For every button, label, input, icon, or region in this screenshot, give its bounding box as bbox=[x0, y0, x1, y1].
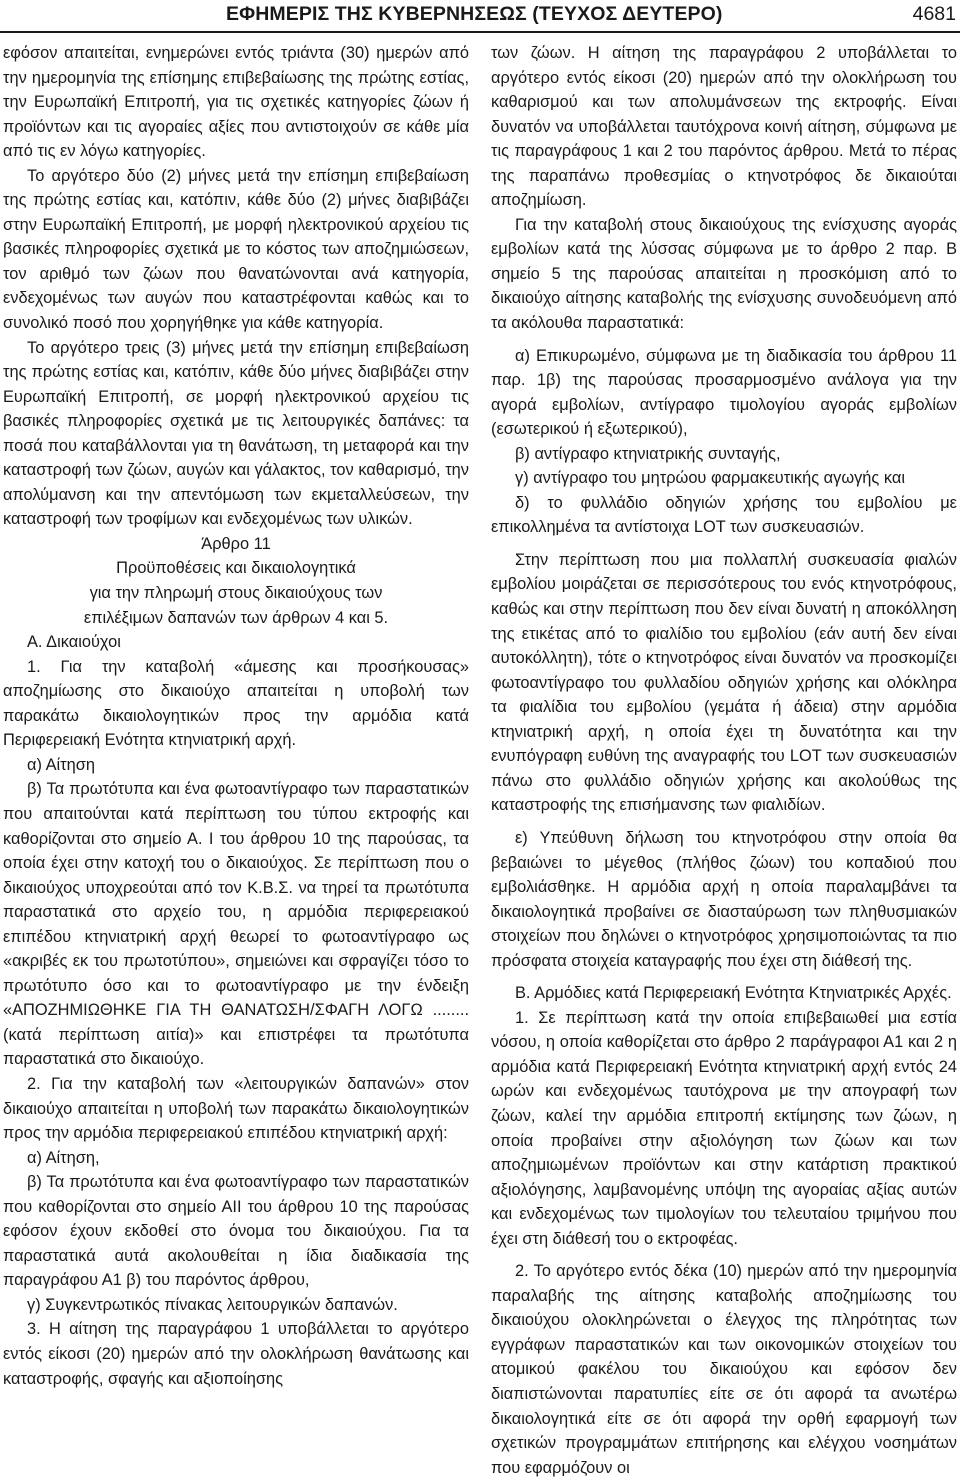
section-heading-beneficiaries: Α. Δικαιούχοι bbox=[27, 633, 121, 652]
article-title-line: επιλέξιμων δαπανών των άρθρων 4 και 5. bbox=[83, 608, 389, 627]
right-text-column bbox=[491, 41, 957, 1480]
paragraph: γ) Συγκεντρωτικός πίνακας λειτουργικών δαπανών. bbox=[27, 1295, 398, 1314]
paragraph: Το αργότερο δύο (2) μήνες μετά την επίσημη επιβεβαίωση της πρώτης εστίας και, κατόπιν, κάθε δύο (2) μήνες διαβιβάζει στην Ευρωπαϊκή Επιτροπή, με μορφή ηλεκτρονικού αρχείου τις βασικές πληροφορίες σχετικά με το κόστος των αποζημιώσεων, τον αριθμό των ζώων που θανατώνονται ανά κατηγορία, ενδεχομένως των αυγών που καταστρέφονται καθώς και το συνολικό ποσό που χορηγήθηκε για κάθε κατηγορία. bbox=[3, 166, 469, 333]
paragraph: β) Τα πρωτότυπα και ένα φωτοαντίγραφο των παραστατικών που απαιτούνται κατά περίπτωση του τύπου εκτροφής και καθορίζονται στο σημείο Α. I του άρθρου 10 της παρούσας, τα οποία έχει στην κατοχή του ο δικαιούχος. Σε περίπτωση που ο δικαιούχος υποχρεούται από τον Κ.Β.Σ. να τηρεί τα πρωτότυπα παραστατικά στο αρχείο του, η αρμόδια περιφερειακού επιπέδου κτηνιατρική αρχή θεωρεί το φωτοαντίγραφο ως «ακριβές εκ του πρωτοτύπου», σημειώνει και σφραγίζει τόσο το πρωτότυπο όσο και το φωτοαντίγραφο με την ένδειξη «ΑΠΟΖΗΜΙΩΘΗΚΕ ΓΙΑ ΤΗ ΘΑΝΑΤΩΣΗ/ΣΦΑΓΗ ΛΟΓΩ ........ (κατά περίπτωση αιτία)» και επιστρέφει τα πρωτότυπα παραστατικά στο δικαιούχο. bbox=[3, 780, 469, 1069]
paragraph: Το αργότερο τρεις (3) μήνες μετά την επίσημη επιβεβαίωση της πρώτης εστίας και, κατόπιν, κάθε δύο μήνες διαβιβάζει στην Ευρωπαϊκή Επιτροπή, σε μορφή ηλεκτρονικού αρχείου τις βασικές πληροφορίες σχετικά με τις λειτουργικές δαπάνες: τα ποσά που καταβάλλονται για τη θανάτωση, τη μεταφορά και την καταστροφή των ζώων, αυγών και γάλακτος, τον καθαρισμό, την απολύμανση και την απεντόμωση των εκμεταλλεύσεων, την καταστροφή των τροφίμων και ενδεχομένως των υλικών. bbox=[3, 338, 469, 529]
paragraph: γ) αντίγραφο του μητρώου φαρμακευτικής αγωγής και bbox=[515, 469, 905, 488]
paragraph: 1. Σε περίπτωση κατά την οποία επιβεβαιωθεί μια εστία νόσου, η οποία καθορίζεται στο άρθρο 2 παράγραφοι Α1 και 2 η αρμόδια κατά Περιφερειακή Ενότητα κτηνιατρική αρχή εντός 24 ωρών και ενδεχομένως ταυτόχρονα με την απογραφή των ζώων, καλεί την αρμόδια επιτροπή εκτίμησης των ζώων, η οποία προβαίνει στην αξιολόγηση των ζώων και των αποζημιωμένων προϊόντων και στην κατάρτιση πρακτικού αξιολόγησης, λαμβανομένης υπόψη της αγοραίας αξίας αυτών και ενδεχομένως των τιμολογίων του τελευταίου τριμήνου που έχει στη διάθεσή του ο εκτροφέας. bbox=[491, 1008, 957, 1248]
paragraph: ε) Υπεύθυνη δήλωση του κτηνοτρόφου στην οποία θα βεβαιώνει το μέγεθος (πλήθος ζώων) του κοπαδιού που εμβολιάσθηκε. Η αρμόδια αρχή η οποία παραλαμβάνει τα δικαιολογητικά προβαίνει σε διασταύρωση των πληθυσμιακών στοιχείων που δηλώνει ο κτηνοτρόφος χρησιμοποιώντας τα πιο πρόσφατα στοιχεία καταγραφής που έχει στη διάθεσή της. bbox=[491, 828, 957, 970]
paragraph: α) Επικυρωμένο, σύμφωνα με τη διαδικασία του άρθρου 11 παρ. 1β) της παρούσας προσαρμοσμένο ανάλογα για την αγορά εμβολίων, αντίγραφο τιμολογίου αγοράς εμβολίων (εσωτερικού ή εξωτερικού), bbox=[491, 346, 957, 439]
paragraph: α) Αίτηση bbox=[27, 755, 95, 774]
article-title-line: Προϋποθέσεις και δικαιολογητικά bbox=[116, 559, 356, 578]
paragraph: των ζώων. Η αίτηση της παραγράφου 2 υποβάλλεται το αργότερο εντός είκοσι (20) ημερών από την ολοκλήρωση του καθαρισμού και των απολυμάνσεων της εκτροφής. Είναι δυνατόν να υποβάλλεται ταυτόχρονα κοινή αίτηση, σύμφωνα με τις παραγράφους 1 και 2 του παρόντος άρθρου. Μετά το πέρας της παραπάνω προθεσμίας ο κτηνοτρόφος δε δικαιούται αποζημίωση. bbox=[491, 44, 957, 210]
paragraph: 3. Η αίτηση της παραγράφου 1 υποβάλλεται το αργότερο εντός είκοσι (20) ημερών από την ολοκλήρωση θανάτωσης και καταστροφής, σφαγής και αξιοποίησης bbox=[3, 1320, 469, 1388]
paragraph: β) Τα πρωτότυπα και ένα φωτοαντίγραφο των παραστατικών που καθορίζονται στο σημείο ΑΙΙ του άρθρου 10 της παρούσας εφόσον έχουν εκδοθεί στο όνομα του δικαιούχου. Για τα παραστατικά αυτά ακολουθείται η ίδια διαδικασία της παραγράφου Α1 β) του παρόντος άρθρου, bbox=[3, 1173, 469, 1290]
header-divider bbox=[0, 31, 960, 33]
article-number: Άρθρο 11 bbox=[201, 534, 271, 553]
paragraph: 1. Για την καταβολή «άμεσης και προσήκουσας» αποζημίωσης στο δικαιούχο απαιτείται η υποβολή των παρακάτω δικαιολογητικών προς την αρμόδια κατά Περιφερειακή Ενότητα κτηνιατρική αρχή. bbox=[3, 657, 469, 750]
article-title-line: για την πληρωμή στους δικαιούχους των bbox=[89, 584, 383, 603]
paragraph: δ) το φυλλάδιο οδηγιών χρήσης του εμβολίου με επικολλημένα τα αντίστοιχα LOT των συσκευασιών. bbox=[491, 493, 957, 537]
gazette-title: ΕΦΗΜΕΡΙΣ ΤΗΣ ΚΥΒΕΡΝΗΣΕΩΣ (ΤΕΥΧΟΣ ΔΕΥΤΕΡΟ) bbox=[226, 3, 723, 25]
paragraph: Για την καταβολή στους δικαιούχους της ενίσχυσης αγοράς εμβολίων κατά της λύσσας σύμφωνα με το άρθρο 2 παρ. Β σημείο 5 της παρούσας απαιτείται η προσκόμιση από το δικαιούχο αίτησης καταβολής της ενίσχυσης συνοδευόμενη από τα ακόλουθα παραστατικά: bbox=[491, 215, 957, 333]
page-number: 4681 bbox=[912, 3, 956, 25]
left-text-column bbox=[3, 41, 469, 1391]
paragraph: 2. Για την καταβολή των «λειτουργικών δαπανών» στον δικαιούχο απαιτείται η υποβολή των παρακάτω δικαιολογητικών προς την αρμόδια περιφερειακού επιπέδου κτηνιατρική αρχή: bbox=[3, 1074, 469, 1143]
paragraph: Στην περίπτωση που μια πολλαπλή συσκευασία φιαλών εμβολίου μοιράζεται σε περισσότερους του ενός κτηνοτρόφους, καθώς και στην περίπτωση που δεν είναι δυνατή η αποκόλληση της ετικέτας από το φιαλίδιο του εμβολίου (εάν αυτή δεν είναι αυτοκόλλητη), τότε ο κτηνοτρόφος είναι δυνατόν να προσκομίζει φωτοαντίγραφο του φυλλαδίου οδηγιών χρήσης και ολόκληρα τα φιαλίδια του εμβολίου (γεμάτα ή άδεια) στην αρμόδια κτηνιατρική αρχή, η οποία έχει τη δυνατότητα και την ενυπόγραφη ευθύνη της αναγραφής του LOT των συσκευασιών πάνω στο φυλλάδιο οδηγιών χρήσης και ακολούθως της καταστροφής της επισήμανσης των φιαλιδίων. bbox=[491, 550, 957, 815]
page-header bbox=[0, 0, 960, 32]
section-heading-authorities: Β. Αρμόδιες κατά Περιφερειακή Ενότητα Κτηνιατρικές Αρχές. bbox=[515, 984, 952, 1003]
paragraph: α) Αίτηση, bbox=[27, 1148, 100, 1167]
paragraph: β) αντίγραφο κτηνιατρικής συνταγής, bbox=[515, 444, 781, 463]
paragraph: 2. Το αργότερο εντός δέκα (10) ημερών από την ημερομηνία παραλαβής της αίτησης καταβολής αποζημίωσης του δικαιούχου ολοκληρώνεται ο έλεγχος της πληρότητας των εγγράφων παραστατικών και των οικονομικών στοιχείων του ατομικού φακέλου του δικαιούχου και εφόσον δεν διαπιστώνονται παρατυπίες είτε σε ότι αφορά τα ανωτέρω δικαιολογητικά είτε σε ότι αφορά την ορθή εφαρμογή των σχετικών προγραμμάτων επιτήρησης και ελέγχου νοσημάτων που εφαρμόζουν οι bbox=[491, 1262, 957, 1477]
paragraph: εφόσον απαιτείται, ενημερώνει εντός τριάντα (30) ημερών από την ημερομηνία της επίσημης επιβεβαίωσης της πρώτης εστίας, την Ευρωπαϊκή Επιτροπή, για τις σχετικές κατηγορίες ζώων ή προϊόντων και τις αγοραίες αξίες που αντιστοιχούν σε κάθε μία από τις εν λόγω κατηγορίες. bbox=[3, 44, 469, 161]
